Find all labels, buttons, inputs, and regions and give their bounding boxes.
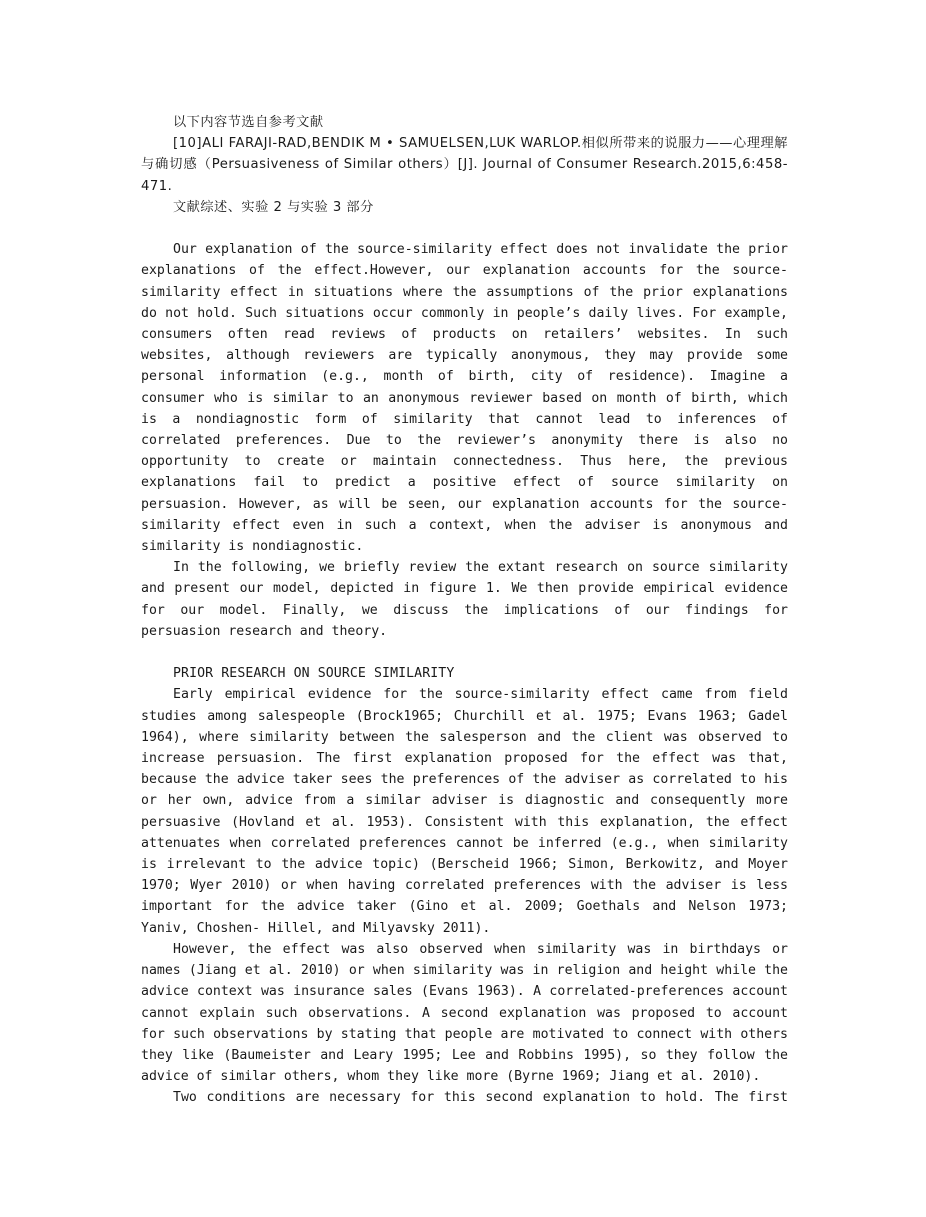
spacer xyxy=(141,642,788,663)
reference-citation: [10]ALI FARAJI-RAD,BENDIK M • SAMUELSEN,LUK WARLOP.相似所带来的说服力——心理理解与确切感（Persuasiveness of Similar others）[J]. Journal of Consumer Research.2015,6:458-471. xyxy=(141,136,788,194)
body-paragraph: Early empirical evidence for the source-similarity effect came from field studies among salespeople (Brock1965; Churchill et al. 1975; Evans 1963; Gadel 1964), where similarity between the salesperson and the client was observed to increase persuasion. The first explanation proposed for the effect was that, because the advice taker sees the preferences of the adviser as correlated to his or her own, advice from a similar adviser is diagnostic and consequently more persuasive (Hovland et al. 1953). Consistent with this explanation, the effect attenuates when correlated preferences cannot be inferred (e.g., when similarity is irrelevant to the advice topic) (Berscheid 1966; Simon, Berkowitz, and Moyer 1970; Wyer 2010) or when having correlated preferences with the adviser is less important for the advice taker (Gino et al. 2009; Goethals and Nelson 1973; Yaniv, Choshen- Hillel, and Milyavsky 2011). xyxy=(141,687,788,936)
excerpt-sections: 文献综述、实验 2 与实验 3 部分 xyxy=(173,199,374,215)
section-heading: PRIOR RESEARCH ON SOURCE SIMILARITY xyxy=(173,666,455,682)
body-paragraph: In the following, we briefly review the extant research on source similarity and present our model, depicted in figure 1. We then provide empirical evidence for our model. Finally, we discuss the implications of our findings for persuasion research and theory. xyxy=(141,560,788,639)
excerpt-intro: 以下内容节选自参考文献 xyxy=(173,115,324,130)
document-page xyxy=(141,112,788,1109)
body-paragraph: Our explanation of the source-similarity effect does not invalidate the prior explanations of the effect.However, our explanation accounts for the source-similarity effect in situations where the assumptions of the prior explanations do not hold. Such situations occur commonly in people’s daily lives. For example, consumers often read reviews of products on retailers’ websites. In such websites, although reviewers are typically anonymous, they may provide some personal information (e.g., month of birth, city of residence). Imagine a consumer who is similar to an anonymous reviewer based on month of birth, which is a nondiagnostic form of similarity that cannot lead to inferences of correlated preferences. Due to the reviewer’s anonymity there is also no opportunity to create or maintain connectedness. Thus here, the previous explanations fail to predict a positive effect of source similarity on persuasion. However, as will be seen, our explanation accounts for the source-similarity effect even in such a context, when the adviser is anonymous and similarity is nondiagnostic. xyxy=(141,242,788,555)
truncated-line: Two conditions are necessary for this second explanation to hold. The first xyxy=(173,1090,788,1106)
body-paragraph: However, the effect was also observed when similarity was in birthdays or names (Jiang et al. 2010) or when similarity was in religion and height while the advice context was insurance sales (Evans 1963). A correlated-preferences account cannot explain such observations. A second explanation was proposed to account for such observations by stating that people are motivated to connect with others they like (Baumeister and Leary 1995; Lee and Robbins 1995), so they follow the advice of similar others, whom they like more (Byrne 1969; Jiang et al. 2010). xyxy=(141,941,788,1085)
spacer xyxy=(141,218,788,239)
